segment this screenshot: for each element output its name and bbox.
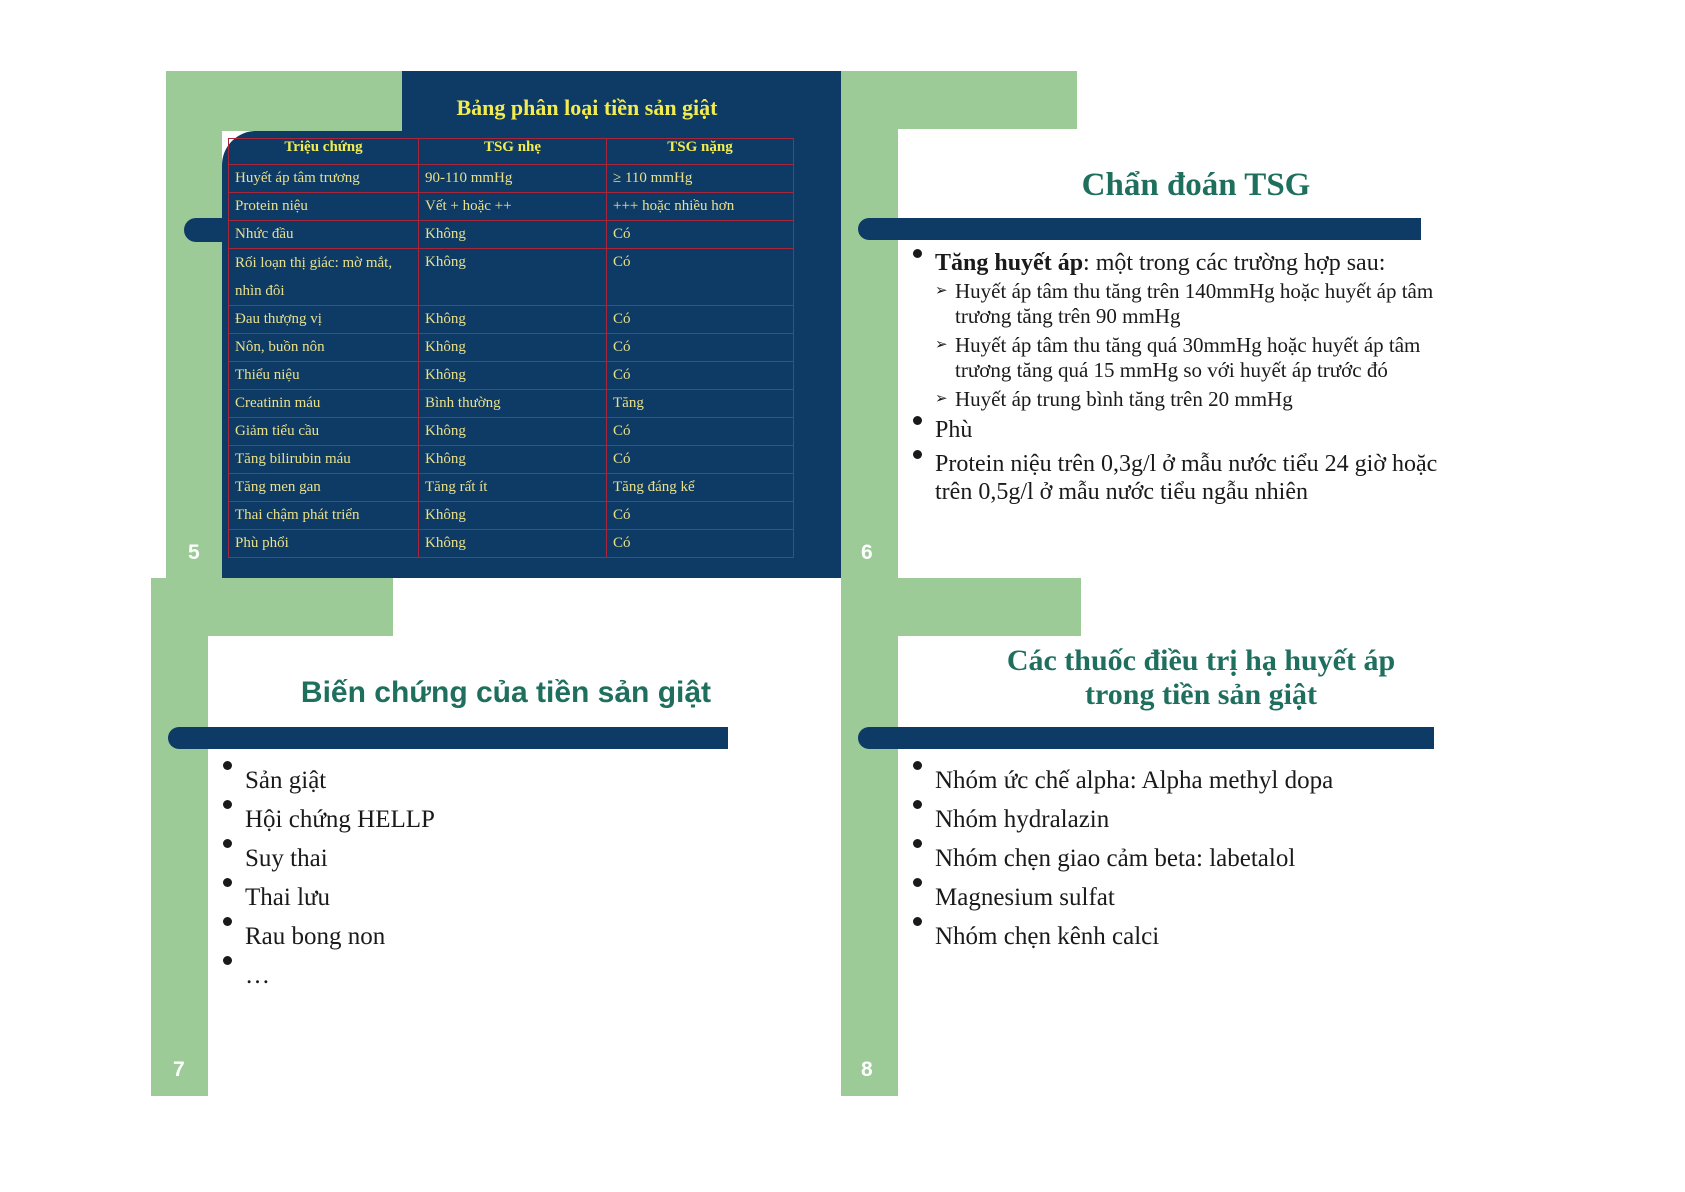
bullet-hypertension: [911, 249, 1451, 412]
table-cell: Tăng đáng kể: [607, 474, 794, 502]
header-severe: TSG nặng: [607, 139, 794, 165]
list-item: Sản giật: [221, 761, 721, 800]
slide-8-accent-bar: [858, 727, 1434, 749]
table-cell: Có: [607, 446, 794, 474]
slide-5-number: 5: [188, 541, 200, 564]
table-cell: Bình thường: [419, 390, 607, 418]
table-cell: ≥ 110 mmHg: [607, 165, 794, 193]
slide-5-title: Bảng phân loại tiền sản giật: [456, 95, 718, 120]
hypertension-text: : một trong các trường hợp sau:: [1083, 250, 1386, 276]
table-cell: 90-110 mmHg: [419, 165, 607, 193]
list-item: Nhóm ức chế alpha: Alpha methyl dopa: [911, 761, 1451, 800]
table-cell: Có: [607, 362, 794, 390]
slide-8-title: [941, 644, 1461, 712]
hypertension-sublist: [935, 279, 1451, 412]
table-row: [229, 306, 794, 334]
list-item: Suy thai: [221, 839, 721, 878]
sub-item: ➢ Huyết áp tâm thu tăng quá 30mmHg hoặc huyết áp tâm trương tăng quá 15 mmHg so với huyết áp trước đó: [935, 333, 1451, 383]
list-item: Nhóm chẹn kênh calci: [911, 917, 1451, 956]
slide-5-green-band: [166, 71, 222, 578]
table-cell: Có: [607, 530, 794, 558]
table-row: [229, 221, 794, 249]
table-row: [229, 474, 794, 502]
slide-6-green-top: [841, 71, 1077, 129]
table-row: [229, 165, 794, 193]
table-cell: Có: [607, 418, 794, 446]
header-symptom: Triệu chứng: [229, 139, 419, 165]
table-row: [229, 390, 794, 418]
table-cell: Nôn, buồn nôn: [229, 334, 419, 362]
slide-5: [166, 71, 841, 578]
table-cell: Không: [419, 530, 607, 558]
table-cell: Không: [419, 221, 607, 249]
table-row: [229, 446, 794, 474]
bullet-edema: Phù: [911, 416, 1451, 444]
table-cell: Không: [419, 502, 607, 530]
slide-6-accent-bar: [858, 218, 1421, 240]
table-cell: Không: [419, 334, 607, 362]
slide-6: [841, 71, 1466, 578]
table-cell: Có: [607, 221, 794, 249]
list-item: Nhóm chẹn giao cảm beta: labetalol: [911, 839, 1451, 878]
slide-8-number: 8: [861, 1058, 873, 1081]
table-row: [229, 530, 794, 558]
table-cell: Tăng rất ít: [419, 474, 607, 502]
slide-5-accent-bar: [184, 218, 224, 242]
slide-7-bullet-list: [221, 761, 721, 995]
slide-7-green-top: [151, 578, 393, 636]
list-item: Rau bong non: [221, 917, 721, 956]
slide-6-green-band: [841, 71, 898, 578]
table-cell: Vết + hoặc ++: [419, 193, 607, 221]
sub-item: ➢ Huyết áp trung bình tăng trên 20 mmHg: [935, 387, 1451, 412]
table-header-row: [229, 139, 794, 165]
table-cell: Không: [419, 418, 607, 446]
table-cell: Tăng bilirubin máu: [229, 446, 419, 474]
table-cell: Tăng: [607, 390, 794, 418]
table-cell: +++ hoặc nhiều hơn: [607, 193, 794, 221]
table-cell: Có: [607, 502, 794, 530]
list-item: Magnesium sulfat: [911, 878, 1451, 917]
table-cell: Không: [419, 446, 607, 474]
table-cell: Nhức đầu: [229, 221, 419, 249]
slide-7-green-band: [151, 578, 208, 1096]
slide-8-bullet-list: [911, 761, 1451, 956]
table-row: [229, 418, 794, 446]
table-cell: Có: [607, 306, 794, 334]
list-item: Nhóm hydralazin: [911, 800, 1451, 839]
table-row: [229, 193, 794, 221]
slide-8-title-line-2: trong tiền sản giật: [1085, 678, 1317, 711]
table-row: [229, 502, 794, 530]
slide-8-title-line-1: Các thuốc điều trị hạ huyết áp: [1006, 644, 1396, 677]
table-cell: Không: [419, 362, 607, 390]
table-cell: Huyết áp tâm trương: [229, 165, 419, 193]
classification-table: [228, 138, 794, 558]
header-mild: TSG nhẹ: [419, 139, 607, 165]
table-cell: Không: [419, 249, 607, 306]
table-row: [229, 334, 794, 362]
table-cell: Không: [419, 306, 607, 334]
table-row: [229, 249, 794, 306]
slide-6-bullet-list: [911, 249, 1451, 506]
table-cell: Rối loạn thị giác: mờ mắt, nhìn đôi: [229, 249, 419, 306]
list-item: Hội chứng HELLP: [221, 800, 721, 839]
slide-8-green-top: [841, 578, 1081, 636]
hypertension-label: Tăng huyết áp: [935, 250, 1084, 276]
table-cell: Tăng men gan: [229, 474, 419, 502]
slide-6-number: 6: [861, 541, 873, 564]
slide-7: [151, 578, 841, 1096]
table-cell: Đau thượng vị: [229, 306, 419, 334]
sub-item: ➢ Huyết áp tâm thu tăng trên 140mmHg hoặc huyết áp tâm trương tăng trên 90 mmHg: [935, 279, 1451, 329]
table-row: [229, 362, 794, 390]
list-item: Thai lưu: [221, 878, 721, 917]
table-cell: Phù phổi: [229, 530, 419, 558]
table-cell: Giảm tiểu cầu: [229, 418, 419, 446]
slide-8-green-band: [841, 578, 898, 1096]
list-item: …: [221, 956, 721, 995]
table-cell: Thai chậm phát triển: [229, 502, 419, 530]
table-cell: Thiểu niệu: [229, 362, 419, 390]
slide-8: [841, 578, 1466, 1096]
slide-5-green-top: [166, 71, 404, 131]
table-cell: Có: [607, 249, 794, 306]
slide-7-title: Biến chứng của tiền sản giật: [300, 676, 712, 709]
bullet-proteinuria: Protein niệu trên 0,3g/l ở mẫu nước tiểu 24 giờ hoặc trên 0,5g/l ở mẫu nước tiểu ngẫu nhiên: [911, 450, 1451, 506]
slide-7-accent-bar: [168, 727, 728, 749]
slide-6-title: Chẩn đoán TSG: [1081, 167, 1311, 203]
table-cell: Protein niệu: [229, 193, 419, 221]
table-cell: Có: [607, 334, 794, 362]
slide-7-number: 7: [173, 1058, 185, 1081]
table-cell: Creatinin máu: [229, 390, 419, 418]
